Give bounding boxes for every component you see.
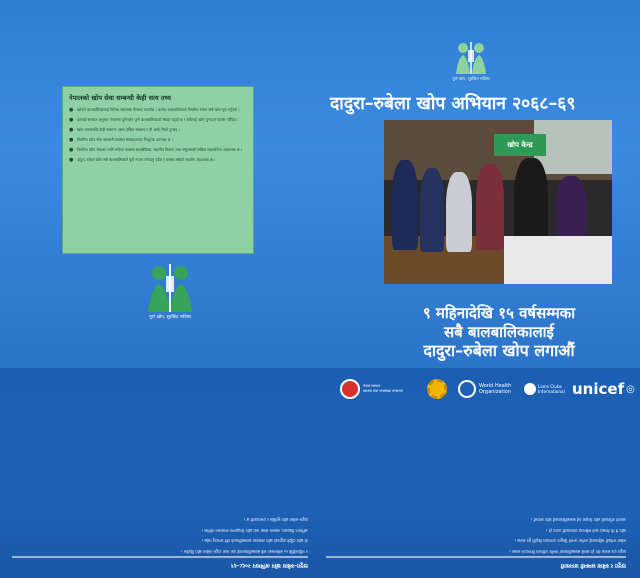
fact-item: ● दादुरा–रुबेला खोप सबै बालबालिकाले पूर्ण रुपमा लगाउनु पर्दछ र यसमा सबैको सहयोग आवश्यक छ । (69, 157, 216, 163)
who-logo: World Health Organization (458, 376, 518, 402)
unicef-globe-icon: ◎ (626, 383, 635, 395)
facts-list (69, 107, 247, 163)
fact-item: ● खोपले बालबालिकालाई विभिन्न संक्रामक रोगबाट बचाउँछ । प्रत्येक बालबालिकाले नियमित रुपमा सबै खोप पूरा गर्नुपर्छ । (69, 107, 240, 113)
logo-top-caption: पूर्ण खोप, सुरक्षित भविष्य (452, 76, 490, 81)
vaccination-photo (384, 120, 612, 284)
campaign-title: दादुरा–रुबेला खोप अभियान २०६८–६९ (330, 94, 576, 114)
fact-item: ● हालको सरकार अनुसार नेपालमा दुर्गमक्षेत्र पुग्ने बालबालिकाको संख्या घट्दो छ र सबैलाई खोप पुर्‍याउन प्रयास गरिँदैछ । (69, 117, 239, 123)
rotary-logo (427, 376, 449, 402)
back-panel-left-text: दादुरा–रुबेला खोप अभियान २०६८–६९ ९ महिनादेखि १५ वर्षसम्मका सबै बालबालिकालाई एक मात्रा दादुरा–रुबेला खोप दिइनेछ । यो खोप पहिले दादुराको खोप लगाएका बालबालिकाले पनि लगाउनु पर्दछ । अभियान विद्यालय, स्वास्थ्य संस्था तथा खोप केन्द्रहरुमा सञ्चालन गरिनेछ । दादुरा–रुबेला खोप सुरक्षित र प्रभावकारी छ । (12, 410, 308, 570)
bullet-icon: ● (69, 127, 74, 133)
facts-box (62, 86, 254, 254)
who-globe-icon (458, 380, 476, 398)
fact-item: ● नियमित खोप सेवाका लागि महिला स्वास्थ्य स्वयंसेविका, स्थानीय निकाय तथा समुदायको सक्रिय सहभागिता आवश्यक छ । (69, 147, 243, 153)
lions-emblem-icon (524, 383, 536, 395)
rotary-wheel-icon (427, 379, 447, 399)
lions-clubs-logo: Lions Clubs International (524, 376, 568, 402)
slogan-line-1: ९ महिनादेखि १५ वर्षसम्मका (422, 304, 576, 322)
slogan-line-3: दादुरा–रुबेला खोप लगाऔं (423, 341, 575, 360)
bullet-icon: ● (69, 137, 74, 143)
fact-item: ● नियमित खोप सेवा सरकारी स्वास्थ्य संस्थाहरुबाट निःशुल्क उपलब्ध छ । (69, 137, 173, 143)
campaign-logo-left (140, 262, 200, 314)
unicef-logo: unicef ◎ (572, 380, 635, 398)
facts-title: नेपालको खोप सेवा सम्बन्धी केही सत्य तथ्य (69, 94, 171, 102)
nepal-emblem-icon (340, 379, 360, 399)
slogan-line-2: सबै बालबालिकालाई (444, 323, 554, 341)
bullet-icon: ● (69, 157, 74, 163)
bullet-icon: ● (69, 107, 74, 113)
logo-left-caption: पूर्ण खोप, सुरक्षित भविष्य (149, 315, 191, 320)
photo-sign: खोप केन्द्र (494, 134, 546, 156)
bullet-icon: ● (69, 117, 74, 123)
campaign-logo-top (448, 40, 494, 76)
bullet-icon: ● (69, 147, 74, 153)
back-panel-right-text: दादुरा र रुबेला सम्बन्धी जानकारी दादुरा एक सरुवा रोग हो जसले बालबालिकामा गम्भीर जटिलता निम्त्याउन सक्छ । रुबेला गर्भवती महिलालाई लागेमा जन्मने शिशुमा जन्मजात विकृति हुन सक्छ । खोप नै यी रोगबाट बच्ने सबैभन्दा प्रभावकारी उपाय हो । आफ्नो नजिकको खोप केन्द्रमा गई बालबालिकालाई खोप लगाऔं । (326, 410, 626, 570)
fact-item: ● खोप लगाएपछि केही सामान्य असर देखिन सक्छन् र ती आफै निको हुन्छन् । (69, 127, 181, 133)
nepal-government-logo: नेपाल सरकार स्वास्थ्य तथा जनसंख्या मन्त्रालय (340, 376, 408, 402)
